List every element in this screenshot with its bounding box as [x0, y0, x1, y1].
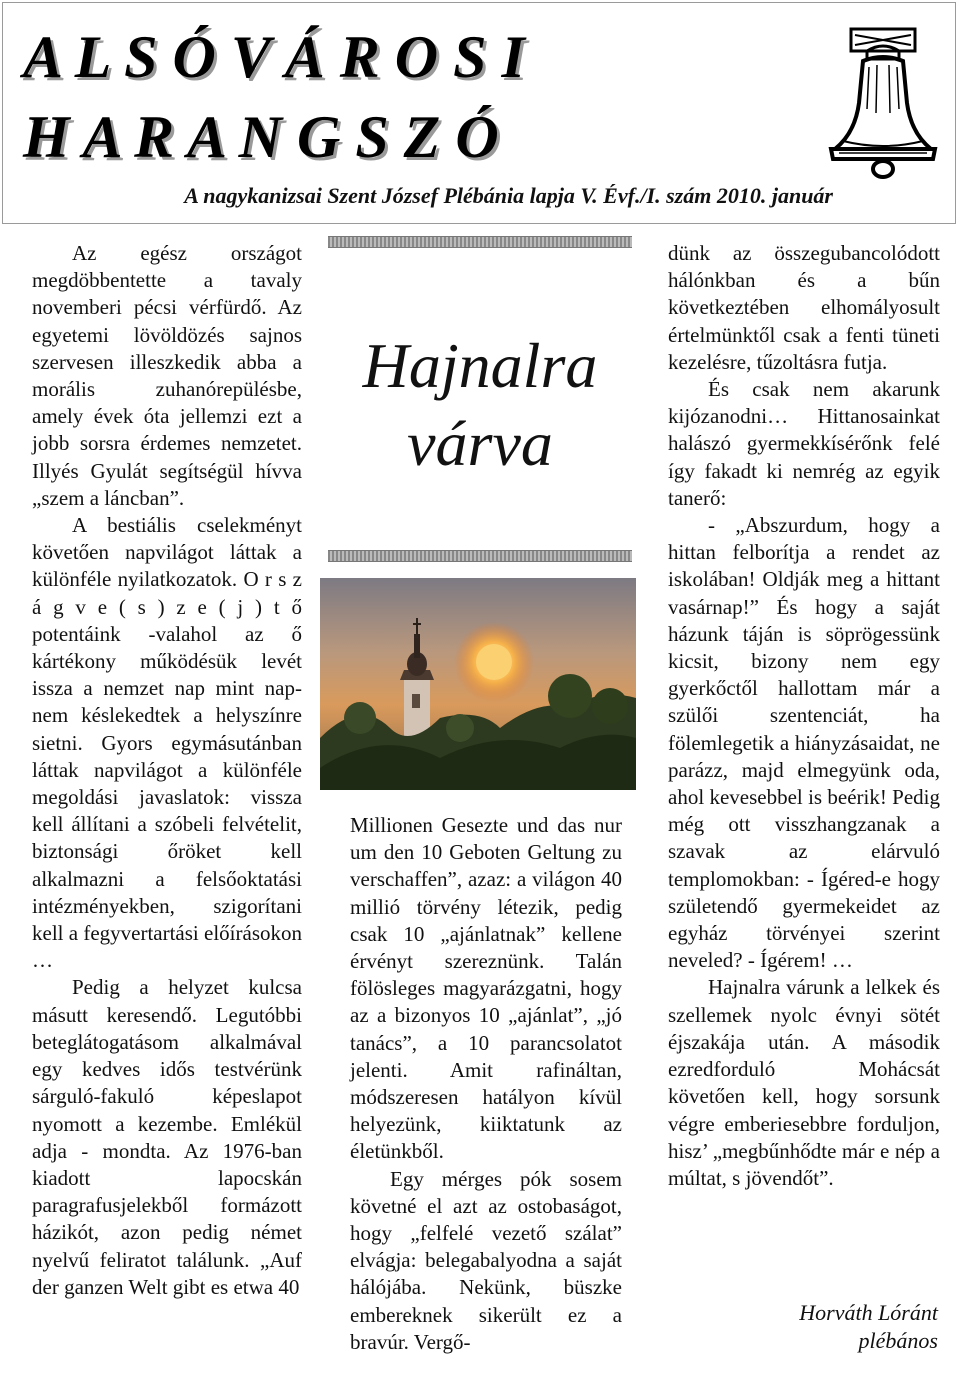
signature-name: Horváth Lóránt [799, 1300, 938, 1325]
right-column [668, 240, 940, 1192]
church-bell-icon [823, 23, 943, 183]
headline-bottom-rule [328, 550, 632, 562]
sunrise-church-photo [320, 578, 636, 790]
middle-paragraph-1: Millionen Gesezte und das nur um den 10 Geboten Geltung zu verschaffen”, azaz: a világon 40 millió törvény létezik, pedig csak 10 „ajánlatnak” kellene érvényt szereznünk. Talán fölösleges magyarázgatni, hogy az a bizonyos 10 „ajánlat”, „jó tanács”, a 10 parancsolatot jelenti. Amit rafináltan, módszeresen hatályon kívül helyezünk, kiiktatunk az életünkből. [350, 813, 622, 1164]
left-paragraph-1: Az egész országot megdöbbentette a tavaly novemberi pécsi vérfürdő. Az egyetemi lövöldözés sajnos szervesen illeszkedik abba a morális zuhanórepülésbe, amely évek óta jellemzi ezt a jobb sorsra érdemes nemzetet. Illyés Gyulát segítségül hívva „szem a láncban”. [32, 241, 302, 510]
right-paragraph-2: És csak nem akarunk kijózanodni… Hittanosainkat halászó gyermekkísérőnk felé így fakadt ki nemrég az egyik tanerő: [668, 377, 940, 510]
masthead [2, 2, 956, 224]
masthead-title-line1: A L S Ó V Á R O S I [23, 24, 525, 90]
right-paragraph-1: dünk az összegubancolódott hálónkban és a bűn következtében elhomályosult értelmünktől csak a fenti tüneti kezelésre, tűzoltásra futja. [668, 241, 940, 374]
headline-top-rule [328, 236, 632, 248]
masthead-title-line2: H A R A N G S Z Ó [23, 104, 499, 170]
middle-paragraph-2: Egy mérges pók sosem követné el azt az ostobaságot, hogy „felfelé vezető szálat” elvágja: belegabalyodna a saját hálójába. Nekünk, büszke embereknek sikerült ez a bravúr. Vergő- [350, 1166, 622, 1354]
left-paragraph-2: A bestiális cselekményt követően napvilágot láttak a különféle nyilatkozatok. O r s z á g v e ( s ) z e ( j ) t ő potentáink -valahol az ő kártékony működésük levét issza a nemzet nap mint nap- nem késlekedtek a helyszínre sietni. Gyors egymásutánban láttak napvilágot a különféle megoldási javaslatok: vissza kell állítani a szóbeli felvételit, biztonsági őröket kell alkalmazni a felsőoktatási intézményekben, szigorítani kell a fegyvertartási előírásokon … [32, 513, 302, 973]
left-column [32, 240, 302, 1301]
right-paragraph-4: Hajnalra várunk a lelkek és szellemek nyolc évnyi sötét éjszakája után. A második ezredforduló Mohácsát követően kell, hogy sorsunk végre emberiesebbre forduljon, hisz’ „megbűnhődte már e nép a múltat, s jövendőt”. [668, 975, 940, 1190]
headline-line1: Hajnalra [362, 330, 598, 401]
left-paragraph-3: Pedig a helyzet kulcsa másutt keresendő. Legutóbbi beteglátogatásom alkalmával egy kedves idős testvérünk sárguló-fakuló képeslapot nyomott a kezembe. Emlékül adja - mondta. Az 1976-ban kiadott lapocskán paragrafusjelekből formázott házikót, azon pedig német nyelvű feliratot találunk. „Auf der ganzen Welt gibt es etwa 40 [32, 975, 302, 1299]
middle-column [350, 812, 622, 1356]
right-paragraph-3: - „Abszurdum, hogy a hittan felborítja a rendet az iskolában! Oldják meg a hittant vasárnap!” És hogy a saját házunk táján is söprögessünk kicsit, bizony nem egy gyerkőctől hallottam már a szülői szentenciát, ha fölemlegetik a hiányzásaidat, ne parázz, majd elmegyünk oda, ahol kevesebbel is beérik! Pedig még ott visszhangzanak a szavak az elárvuló templomokban: - Ígéred-e hogy születendő gyermekeidet az egyház törvényei szerint neveled? - Ígérem! … [668, 513, 940, 973]
headline-line2: várva [407, 408, 553, 479]
masthead-subtitle: A nagykanizsai Szent József Plébánia lapja V. Évf./I. szám 2010. január [184, 183, 833, 208]
signature-role: plébános [858, 1328, 938, 1353]
